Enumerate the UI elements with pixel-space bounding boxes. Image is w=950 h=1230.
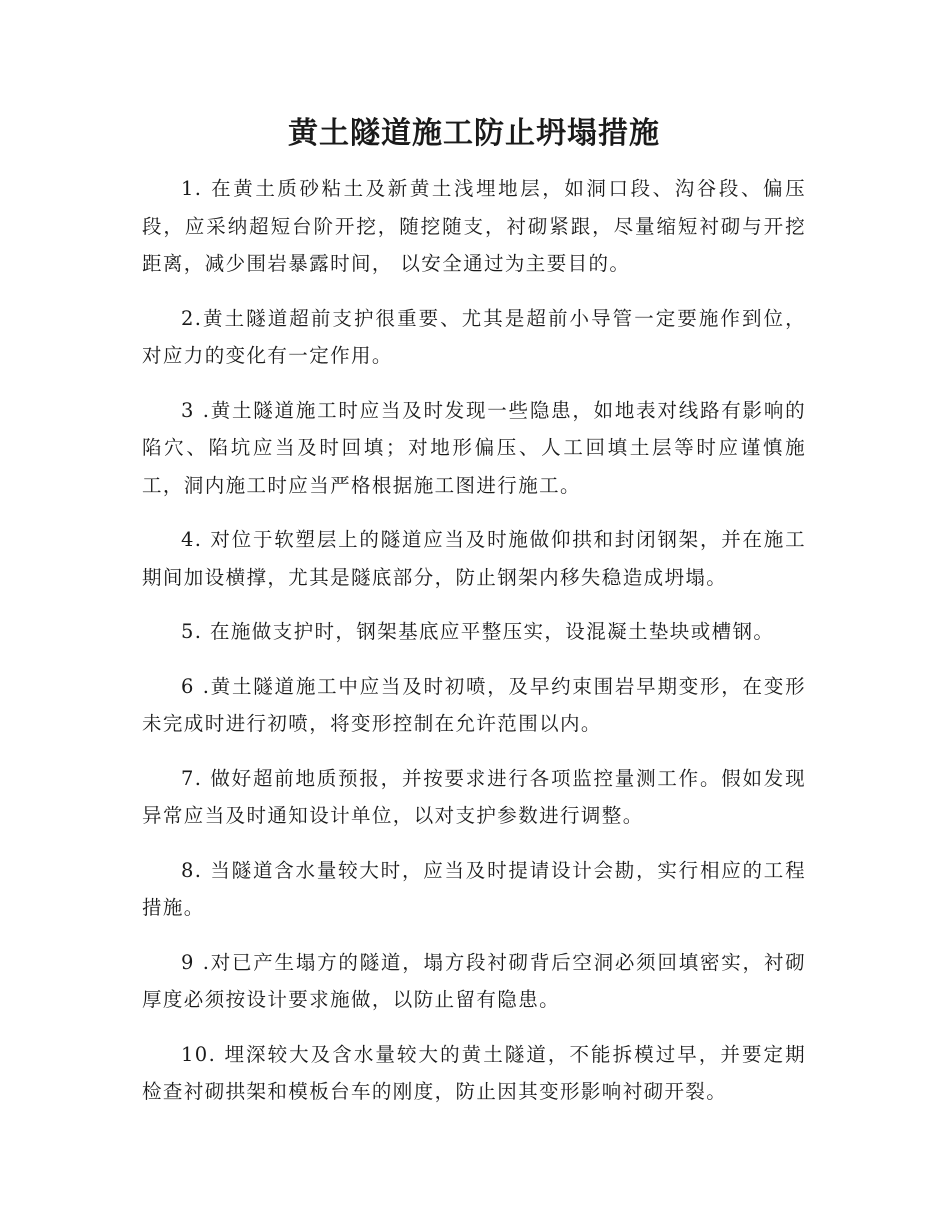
paragraph-10: 10. 埋深较大及含水量较大的黄土隧道，不能拆模过早，并要定期检查衬砌拱架和模板台车的刚度，防止因其变形影响衬砌开裂。 (142, 1042, 806, 1103)
document-title: 黄土隧道施工防止坍塌措施 (288, 116, 660, 151)
paragraph-8: 8. 当隧道含水量较大时，应当及时提请设计会勘，实行相应的工程措施。 (142, 858, 806, 919)
paragraph-1: 1. 在黄土质砂粘土及新黄土浅埋地层，如洞口段、沟谷段、偏压段，应采纳超短台阶开挖，随挖随支，衬砌紧跟，尽量缩短衬砌与开挖距离，减少围岩暴露时间， 以安全通过为主要目的。 (142, 177, 806, 275)
paragraph-4: 4. 对位于软塑层上的隧道应当及时施做仰拱和封闭钢架，并在施工期间加设横撑，尤其是隧底部分，防止钢架内移失稳造成坍塌。 (142, 528, 806, 589)
paragraph-6: 6 .黄土隧道施工中应当及时初喷，及早约束围岩早期变形，在变形未完成时进行初喷，将变形控制在允许范围以内。 (142, 674, 806, 735)
paragraph-3: 3 .黄土隧道施工时应当及时发现一些隐患，如地表对线路有影响的陷穴、陷坑应当及时回填；对地形偏压、人工回填土层等时应谨慎施工，洞内施工时应当严格根据施工图进行施工。 (142, 398, 806, 497)
paragraph-9: 9 .对已产生塌方的隧道，塌方段衬砌背后空洞必须回填密实，衬砌厚度必须按设计要求施做，以防止留有隐患。 (142, 950, 806, 1011)
paragraph-7: 7. 做好超前地质预报，并按要求进行各项监控量测工作。假如发现异常应当及时通知设计单位，以对支护参数进行调整。 (142, 766, 806, 827)
paragraph-5: 5. 在施做支护时，钢架基底应平整压实，设混凝土垫块或槽钢。 (181, 620, 775, 643)
paragraph-2: 2.黄土隧道超前支护很重要、尤其是超前小导管一定要施作到位，对应力的变化有一定作用。 (142, 306, 806, 367)
